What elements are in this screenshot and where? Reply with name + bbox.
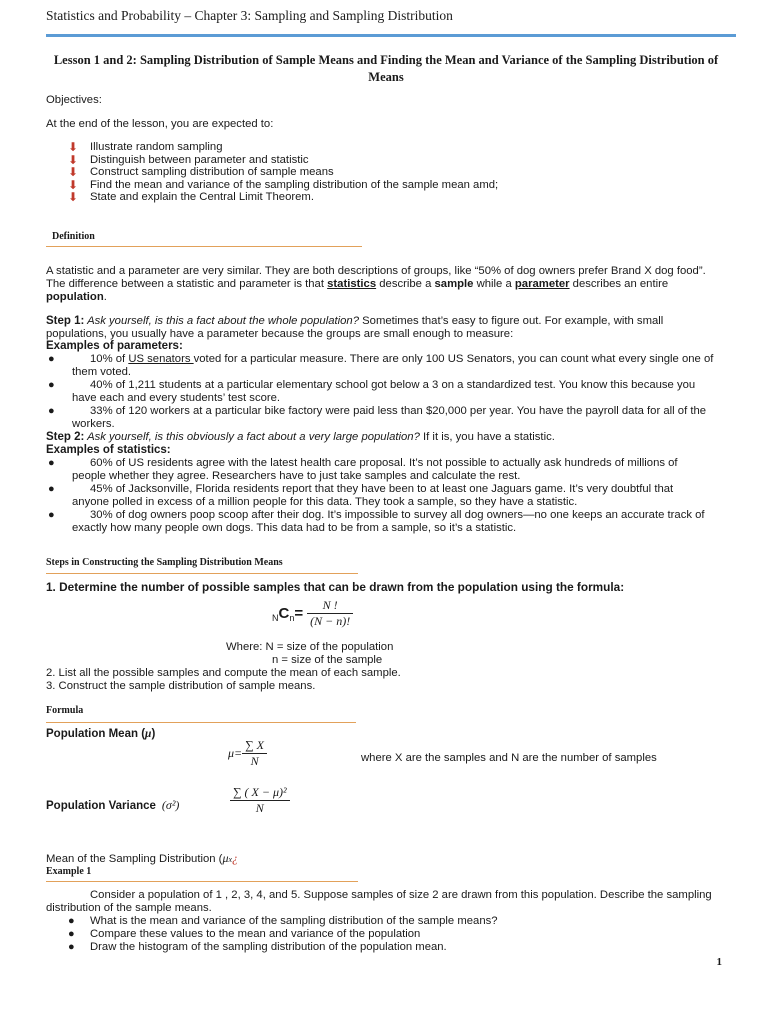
objectives-label: Objectives:	[46, 94, 102, 106]
population-variance-label: Population Variance (σ²)	[46, 798, 180, 812]
objectives-list	[68, 141, 498, 204]
step2-paragraph: Step 2: Ask yourself, is this obviously a fact about a very large population? If it is, you have a statistic.	[46, 431, 555, 443]
example-question: Compare these values to the mean and variance of the population	[90, 928, 421, 940]
bullet-icon: ●	[48, 457, 55, 469]
example-question: What is the mean and variance of the sampling distribution of the sample means?	[90, 915, 498, 927]
page-header-title: Statistics and Probability – Chapter 3: Sampling and Sampling Distribution	[46, 8, 453, 23]
arrow-down-icon: ⬇	[68, 152, 79, 167]
bullet-icon: ●	[48, 483, 55, 495]
stat-example: 30% of dog owners poop scoop after their dog. It’s impossible to survey all dog owners—no one keeps an accurate track of exactly how many people own dogs. This data had to be from a sample, so it’s a statistic.	[72, 509, 705, 534]
param-example: 10% of US senators voted for a particular measure. There are only 100 US Senators, you can count what every single one of them voted.	[72, 353, 714, 378]
bullet-icon: ●	[68, 928, 75, 940]
example-question: Draw the histogram of the sampling distribution of the population mean.	[90, 941, 447, 953]
stat-example: 60% of US residents agree with the latest health care proposal. It’s not possible to actually ask hundreds of millions of people whether they agree. Researchers have to just take samples and calculate the rest.	[72, 457, 678, 482]
step1-paragraph: Step 1: Ask yourself, is this a fact about the whole population? Sometimes that’s easy to figure out. For example, with small populations, you usually have a parameter because the groups are small enough to measure:	[46, 315, 664, 340]
population-mean-formula: μ= $\frac{\sum X}{N}$	[228, 738, 267, 769]
where-sample: n = size of the sample	[272, 654, 383, 666]
objective-item: ⬇ Find the mean and variance of the sampling distribution of the sample mean amd;	[68, 177, 499, 192]
definition-heading: Definition	[52, 231, 95, 242]
page-number: 1	[716, 956, 722, 968]
header-rule	[46, 34, 736, 37]
bullet-icon: ●	[48, 405, 55, 417]
section-rule	[46, 881, 358, 882]
objective-item: ⬇ Distinguish between parameter and statistic	[68, 152, 309, 167]
param-example: 40% of 1,211 students at a particular elementary school got below a 3 on a standardized test. You know this because you have each and every students’ test score.	[72, 379, 696, 404]
steps-step1: 1. Determine the number of possible samples that can be drawn from the population using the formula:	[46, 580, 625, 594]
arrow-down-icon: ⬇	[68, 177, 79, 192]
section-rule	[46, 573, 358, 574]
bullet-icon: ●	[68, 915, 75, 927]
objective-item: ⬇ State and explain the Central Limit Theorem.	[68, 190, 314, 205]
section-rule	[46, 722, 356, 723]
objectives-intro: At the end of the lesson, you are expected to:	[46, 118, 274, 130]
objective-item: ⬇ Illustrate random sampling	[68, 140, 223, 154]
steps-step2: 2. List all the possible samples and compute the mean of each sample.	[46, 667, 401, 679]
params-heading: Examples of parameters:	[46, 340, 183, 352]
arrow-down-icon: ⬇	[68, 165, 79, 180]
steps-step3: 3. Construct the sample distribution of sample means.	[46, 680, 316, 692]
arrow-down-icon: ⬇	[68, 140, 79, 154]
steps-heading: Steps in Constructing the Sampling Distribution Means	[46, 557, 283, 568]
sampling-distribution-mean-label: Mean of the Sampling Distribution ( μ x ¿	[46, 851, 239, 865]
bullet-icon: ●	[48, 353, 55, 365]
objective-item: ⬇ Construct sampling distribution of sample means	[68, 165, 334, 180]
bullet-icon: ●	[48, 379, 55, 391]
formula-heading: Formula	[46, 705, 84, 716]
mean-note: where X are the samples and N are the number of samples	[361, 752, 657, 764]
example-heading: Example 1	[46, 866, 92, 877]
section-rule	[46, 246, 362, 247]
bullet-icon: ●	[68, 941, 75, 953]
lesson-title: Lesson 1 and 2: Sampling Distribution of Sample Means and Finding the Mean and Variance of the Sampling Distribution of Means	[53, 53, 719, 84]
stats-heading: Examples of statistics:	[46, 444, 171, 456]
stat-example: 45% of Jacksonville, Florida residents report that they have been to at least one Jaguars game. It’s very doubtful that anyone polled in excess of a million people for this data. They took a sample, so they have a statistic.	[72, 483, 674, 508]
definition-paragraph: A statistic and a parameter are very similar. They are both descriptions of groups, like “50% of dog owners prefer Brand X dog food”. The difference between a statistic and parameter is that statistics describe a sample while a parameter describes an entire population.	[46, 265, 706, 303]
population-variance-formula: $\frac{\text{∑ ( X − μ)²}}{N}$	[230, 785, 290, 816]
arrow-down-icon: ⬇	[68, 190, 79, 205]
population-mean-label: Population Mean (μ)	[46, 728, 156, 740]
example-text: Consider a population of 1 , 2, 3, 4, and 5. Suppose samples of size 2 are drawn from this population. Describe the sampling distribution of the sample means.	[46, 889, 712, 914]
where-population: Where: N = size of the population	[226, 641, 394, 653]
param-example: 33% of 120 workers at a particular bike factory were paid less than $20,000 per year. You have the payroll data for all of the workers.	[72, 405, 707, 430]
bullet-icon: ●	[48, 509, 55, 521]
combination-formula: N C n = $\frac{N !}{(N - n)!}$	[272, 595, 353, 631]
